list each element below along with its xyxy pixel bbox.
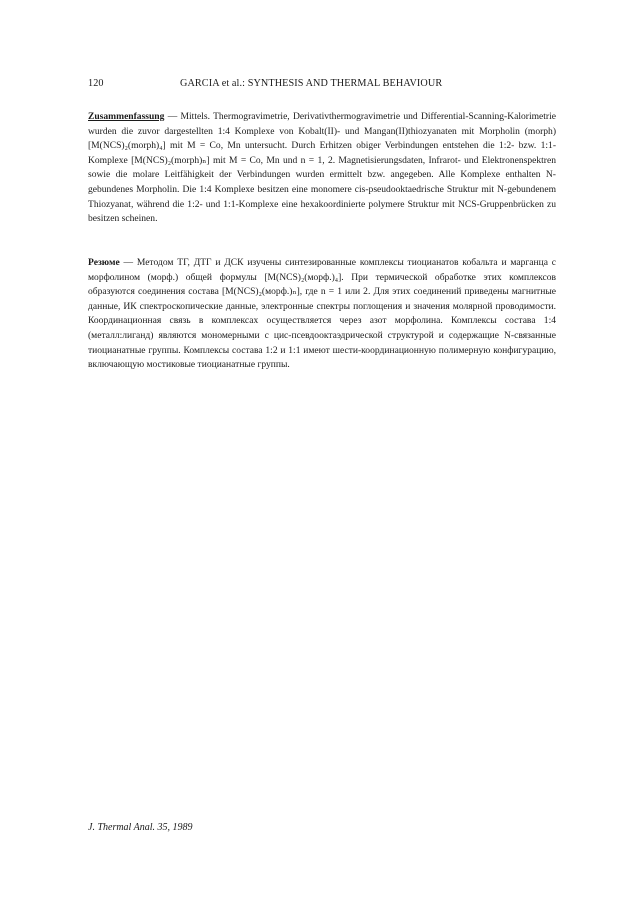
journal-citation: J. Thermal Anal. 35, 1989 (88, 822, 193, 833)
page-number: 120 (88, 78, 104, 89)
running-title: GARCIA et al.: SYNTHESIS AND THERMAL BEHAVIOUR (180, 78, 443, 89)
abstract-german-text: — Mittels. Thermogravimetrie, Derivativthermogravimetrie und Differential-Scanning-Kalorimetrie wurden die zuvor dargestellten 1:4 Komplexe von Kobalt(II)- und Mangan(II)thiozyanaten mit Morpholin (morph) [M(NCS)₂(morph)₄] mit M = Co, Mn untersucht. Durch Erhitzen obiger Verbindungen entstehen die 1:2- bzw. 1:1-Komplexe [M(NCS)₂(morph)ₙ] mit M = Co, Mn und n = 1, 2. Magnetisierungsdaten, Infrarot- und Elektronenspektren sowie die molare Leitfähigkeit der Verbindungen wurden ermittelt bzw. angegeben. Alle Komplexe enthalten N-gebundenes Morpholin. Die 1:4 Komplexe besitzen eine monomere cis-pseudooktaedrische Struktur mit N-gebundenem Thiozyanat, während die 1:2- und 1:1-Komplexe eine hexakoordinierte polymere Struktur mit NCS-Gruppenbrücken zu besitzen scheinen. (88, 111, 556, 225)
abstract-german-label: Zusammenfassung (88, 111, 165, 122)
abstract-russian-text: — Методом ТГ, ДТГ и ДСК изучены синтезированные комплексы тиоцианатов кобальта и марганца с морфолином (морф.) общей формулы [M(NCS)₂(морф.)₄]. При термической обработке этих комплексов образуются соединения состава [M(NCS)₂(морф.)ₙ], где n = 1 или 2. Для этих соединений приведены магнитные данные, ИК спектроскопические данные, электронные спектры поглощения и значения молярной проводимости. Координационная связь в комплексах осуществляется через азот морфолина. Комплексы состава 1:4 (металл:лиганд) являются мономерными с цис-псевдооктаэдрической структурой и содержащие N-связанные тиоцианатные группы. Комплексы состава 1:2 и 1:1 имеют шести-координационную полимерную конфигурацию, включающую мостиковые тиоцианатные группы. (88, 257, 556, 371)
abstract-german (88, 110, 556, 227)
abstract-russian-label: Резюме (88, 257, 120, 268)
abstract-russian (88, 256, 556, 373)
